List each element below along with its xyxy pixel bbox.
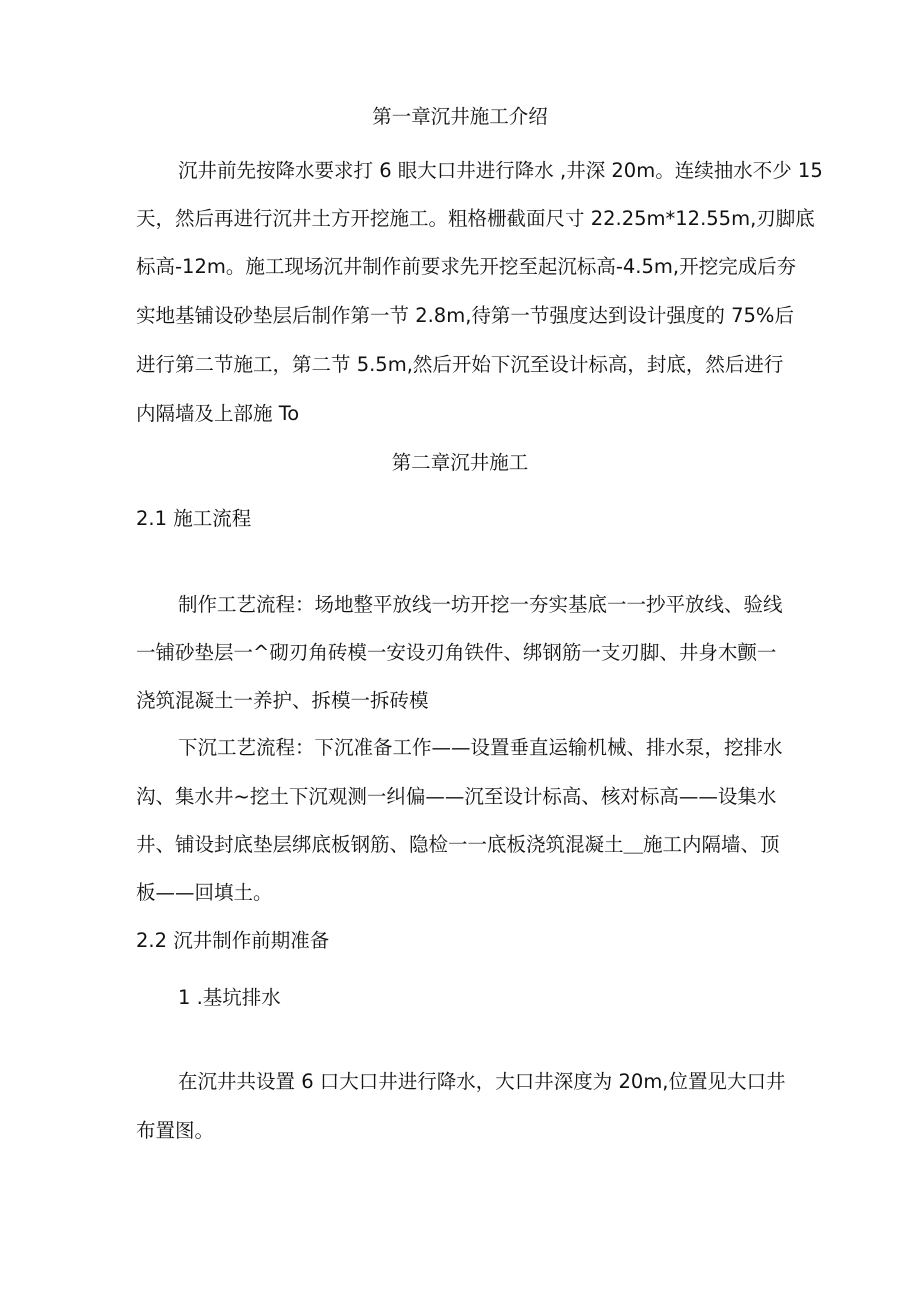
chapter1-line-6: 内隔墙及上部施 To bbox=[136, 402, 300, 425]
item-1-line-1: 在沉井共设置 6 口大口井进行降水，大口井深度为 20m,位置见大口井 bbox=[178, 1070, 786, 1093]
chapter1-line-4: 实地基铺设砂垫层后制作第一节 2.8m,待第一节强度达到设计强度的 75%后 bbox=[136, 304, 794, 327]
chapter1-title: 第一章沉井施工介绍 bbox=[372, 105, 548, 128]
item-1-line-2: 布置图。 bbox=[136, 1119, 215, 1142]
sink-flow-line-2: 沟、集水井~挖土下沉观测一纠偏——沉至设计标高、核对标高——设集水 bbox=[136, 785, 777, 808]
sink-flow-line-1: 下沉工艺流程：下沉准备工作——设置垂直运输机械、排水泵，挖排水 bbox=[178, 736, 783, 759]
chapter2-title: 第二章沉井施工 bbox=[391, 451, 529, 474]
sink-flow-line-3: 井、铺设封底垫层绑底板钢筋、隐检一一底板浇筑混凝土＿施工内隔墙、顶 bbox=[136, 833, 780, 856]
sink-flow-line-4: 板——回填土。 bbox=[136, 881, 273, 904]
section-2-1-heading: 2.1 施工流程 bbox=[136, 507, 252, 530]
section-2-2-heading: 2.2 沉井制作前期准备 bbox=[136, 929, 330, 952]
item-1-title: 1 .基坑排水 bbox=[178, 986, 281, 1009]
make-flow-line-1: 制作工艺流程：场地整平放线一坊开挖一夯实基底一一抄平放线、验线 bbox=[178, 593, 783, 616]
chapter1-line-3: 标高-12m。施工现场沉井制作前要求先开挖至起沉标高-4.5m,开挖完成后夯 bbox=[136, 255, 797, 278]
chapter1-line-1: 沉井前先按降水要求打 6 眼大口井进行降水 ,井深 20m。连续抽水不少 15 bbox=[178, 159, 823, 182]
make-flow-line-2: 一铺砂垫层一^砌刃角砖模一安设刃角铁件、绑钢筋一支刃脚、井身木颤一 bbox=[136, 641, 777, 664]
make-flow-line-3: 浇筑混凝土一养护、拆模一拆砖模 bbox=[136, 689, 429, 712]
chapter1-line-2: 天，然后再进行沉井土方开挖施工。粗格栅截面尺寸 22.25m*12.55m,刃脚底 bbox=[136, 207, 815, 230]
chapter1-line-5: 进行第二节施工，第二节 5.5m,然后开始下沉至设计标高，封底，然后进行 bbox=[136, 353, 784, 376]
